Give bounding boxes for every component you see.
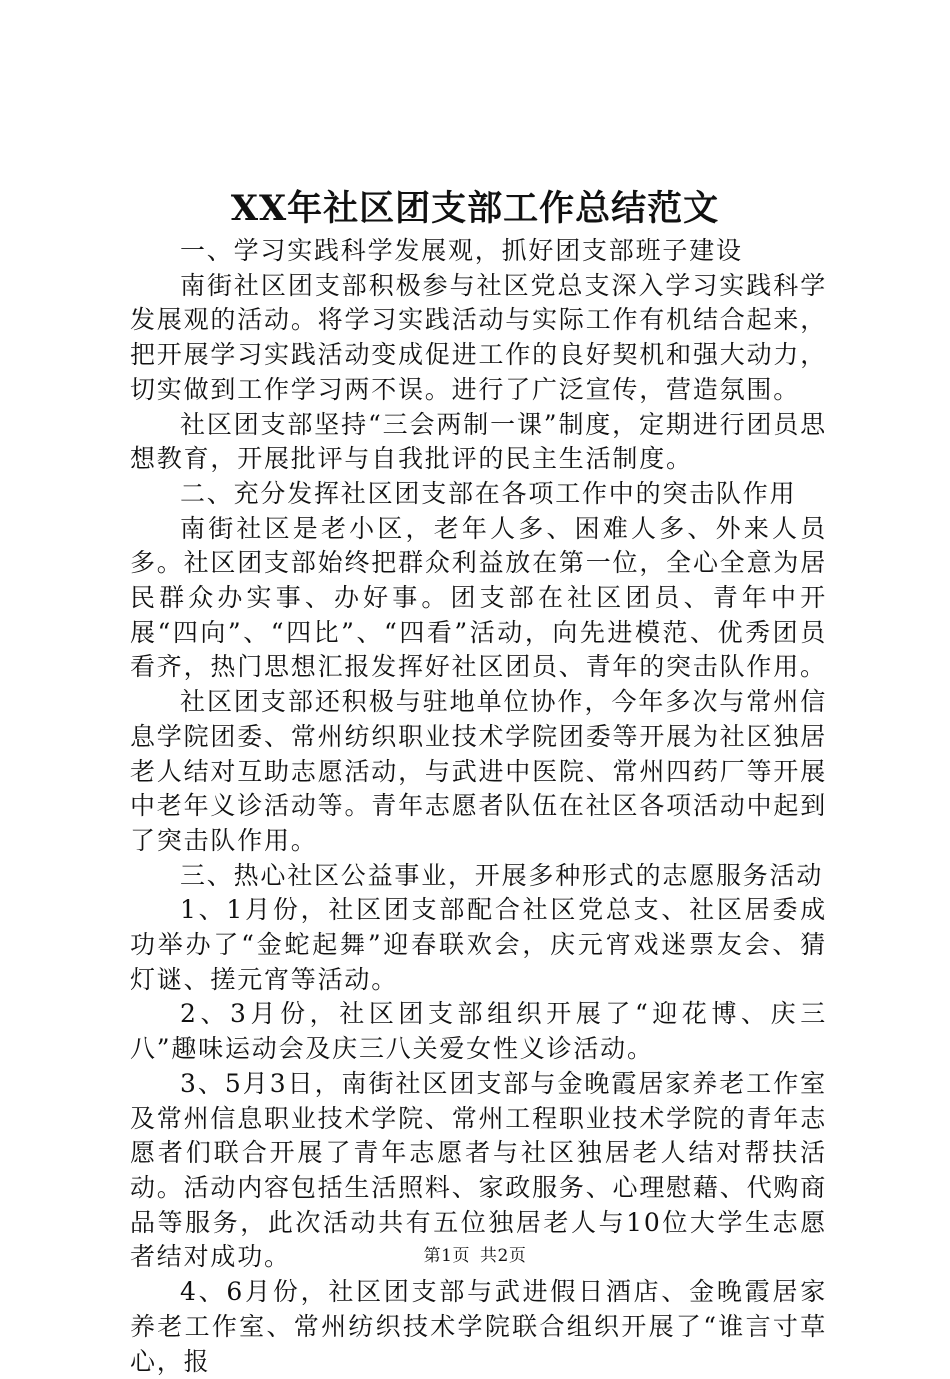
page-total: 共2页: [480, 1246, 527, 1266]
document-body: [130, 234, 827, 1379]
document-title: XX年社区团支部工作总结范文: [230, 188, 720, 229]
section-heading-1: 一、学习实践科学发展观，抓好团支部班子建设: [180, 236, 743, 265]
list-item: 2、3月份，社区团支部组织开展了“迎花博、庆三八”趣味运动会及庆三八关爱女性义诊活动。: [130, 999, 827, 1064]
section-heading-2: 二、充分发挥社区团支部在各项工作中的突击队作用: [180, 478, 797, 508]
page-footer: [0, 1244, 950, 1268]
paragraph: 南街社区是老小区，老年人多、困难人多、外来人员多。社区团支部始终把群众利益放在第一位，全心全意为居民群众办实事、办好事。团支部在社区团员、青年中开展“四向”、“四比”、“四看”活动，向先进模范、优秀团员看齐，热门思想汇报发挥好社区团员、青年的突击队作用。: [130, 513, 827, 682]
list-item: 1、1月份，社区团支部配合社区党总支、社区居委成功举办了“金蛇起舞”迎春联欢会，庆元宵戏迷票友会、猜灯谜、搓元宵等活动。: [130, 895, 827, 994]
list-item: 3、5月3日，南街社区团支部与金晚霞居家养老工作室及常州信息职业技术学院、常州工程职业技术学院的青年志愿者们联合开展了青年志愿者与社区独居老人结对帮扶活动。活动内容包括生活照料、家政服务、心理慰藉、代购商品等服务，此次活动共有五位独居老人与10位大学生志愿者结对成功。: [130, 1068, 827, 1272]
paragraph: 社区团支部坚持“三会两制一课”制度，定期进行团员思想教育，开展批评与自我批评的民主生活制度。: [130, 409, 827, 474]
paragraph: 南街社区团支部积极参与社区党总支深入学习实践科学发展观的活动。将学习实践活动与实际工作有机结合起来，把开展学习实践活动变成促进工作的良好契机和强大动力，切实做到工作学习两不误。进行了广泛宣传，营造氛围。: [130, 270, 827, 404]
page-number: 第1页: [423, 1246, 470, 1266]
list-item: 4、6月份，社区团支部与武进假日酒店、金晚霞居家养老工作室、常州纺织技术学院联合组织开展了“谁言寸草心，报: [130, 1277, 827, 1376]
paragraph: 社区团支部还积极与驻地单位协作，今年多次与常州信息学院团委、常州纺织职业技术学院团委等开展为社区独居老人结对互助志愿活动，与武进中医院、常州四药厂等开展中老年义诊活动等。青年志愿者队伍在社区各项活动中起到了突击队作用。: [130, 687, 827, 855]
section-heading-3: 三、热心社区公益事业，开展多种形式的志愿服务活动: [180, 860, 824, 890]
